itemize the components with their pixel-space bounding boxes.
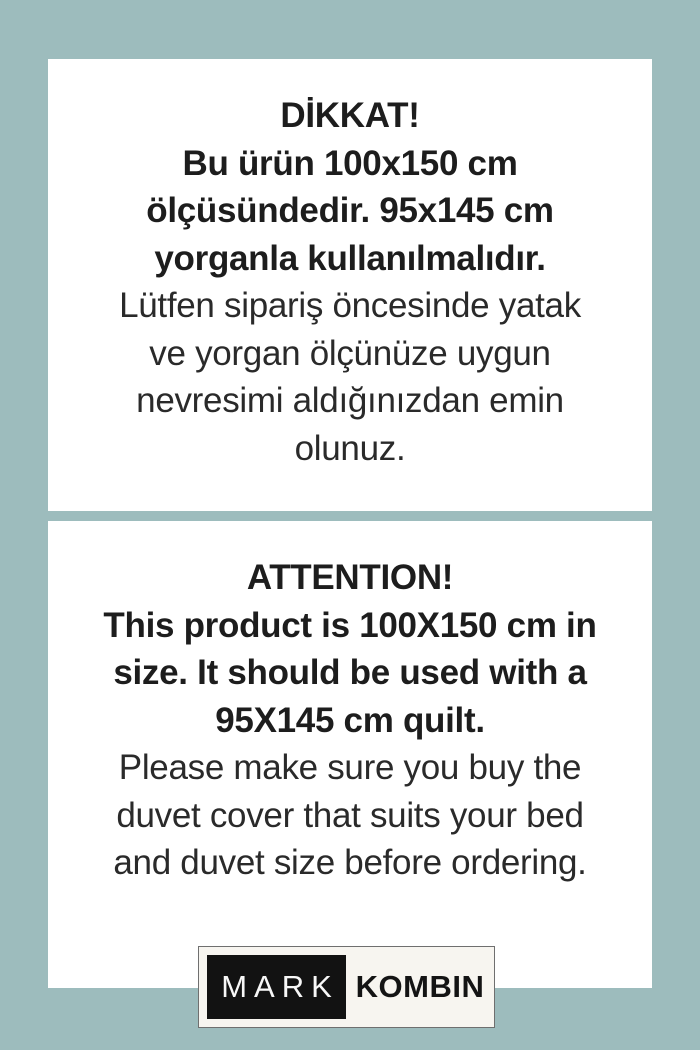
english-regular-line-2: duvet cover that suits your bed [116,795,584,835]
turkish-heading: DİKKAT! [280,96,420,135]
turkish-regular-line-3: nevresimi aldığınızdan emin [136,381,564,420]
brand-logo-mark-box [207,955,346,1019]
turkish-regular-line-4: olunuz. [294,428,406,468]
turkish-regular-line-2: ve yorgan ölçünüze uygun [149,333,551,373]
turkish-regular-line-1: Lütfen sipariş öncesinde yatak [119,286,581,325]
notice-card-turkish [48,59,652,511]
brand-logo-kombin-text: KOMBIN [355,969,485,1004]
english-regular-line-1: Please make sure you buy the [118,748,582,787]
turkish-bold-line-2: ölçüsündedir. 95x145 cm [146,191,554,230]
turkish-bold-line-3: yorganla kullanılmalıdır. [154,238,546,278]
english-heading: ATTENTION! [246,558,454,597]
notice-card-english [48,521,652,988]
brand-logo [198,946,495,1028]
english-bold-line-1: This product is 100X150 cm in [103,605,597,645]
english-regular-line-3: and duvet size before ordering. [113,843,587,882]
english-bold-line-3: 95X145 cm quilt. [215,700,485,740]
turkish-bold-line-1: Bu ürün 100x150 cm [182,143,518,183]
english-bold-line-2: size. It should be used with a [113,653,587,692]
brand-logo-mark-text: MARK [221,969,339,1004]
